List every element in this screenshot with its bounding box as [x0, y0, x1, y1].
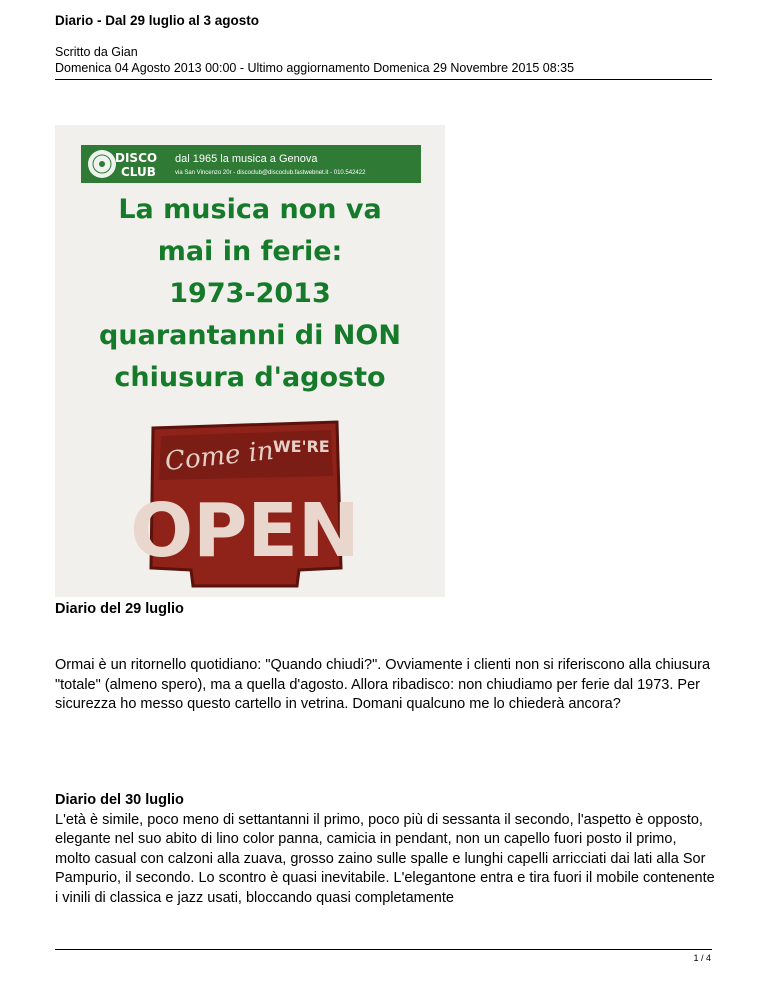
poster-image	[55, 125, 445, 597]
headline-line: chiusura d'agosto	[114, 362, 386, 393]
disco-club-banner	[81, 145, 421, 183]
logo-word-disco: DISCO	[115, 151, 158, 165]
section-paragraph: Ormai è un ritornello quotidiano: "Quando chiudi?". Ovviamente i clienti non si riferiscono alla chiusura "totale" (almeno spero), ma a quella d'agosto. Allora ribadisco: non chiudiamo per ferie dal 1973. Per sicurezza ho messo questo cartello in vetrina. Domani qualcuno me lo chiederà ancora?	[55, 657, 711, 712]
author-line: Scritto da Gian	[55, 45, 138, 59]
headline-line: quarantanni di NON	[99, 320, 401, 351]
disco-club-logo	[87, 148, 167, 180]
banner-tagline: dal 1965 la musica a Genova	[175, 153, 318, 165]
sign-script-text: Come in	[163, 435, 276, 478]
section-title: Diario del 30 luglio	[55, 792, 184, 808]
document-title: Diario - Dal 29 luglio al 3 agosto	[55, 13, 260, 28]
header-divider	[55, 79, 712, 80]
headline-line: 1973-2013	[169, 278, 331, 309]
sign-open-text: OPEN	[130, 488, 360, 574]
section-29-luglio	[55, 600, 715, 620]
page-number: 1 / 4	[693, 953, 711, 963]
section-paragraph: L'età è simile, poco meno di settantanni il primo, poco più di sessanta il secondo, l'aspetto è opposto, elegante nel suo abito di lino color panna, camicia in pendant, non un capello fuori posto il primo, molto casual con calzoni alla zuava, grosso zaino sulle spalle e lunghi capelli arricciati dai lati alla Sor Pampurio, il secondo. Lo scontro è quasi inevitabile. L'elegantone entra e tira fuori il mobile contenente i vinili di classica e jazz usati, bloccando quasi completamente	[55, 811, 715, 906]
poster-headline	[55, 189, 445, 399]
section-title: Diario del 29 luglio	[55, 601, 184, 617]
logo-word-club: CLUB	[121, 165, 156, 179]
section-30-luglio	[55, 791, 715, 908]
banner-address: via San Vincenzo 20r - discoclub@discoclub.fastwebnet.it - 010.542422	[175, 170, 366, 176]
headline-line: La musica non va	[118, 194, 382, 225]
headline-line: mai in ferie:	[157, 236, 343, 267]
dates-line: Domenica 04 Agosto 2013 00:00 - Ultimo aggiornamento Domenica 29 Novembre 2015 08:35	[55, 61, 575, 75]
open-sign-image	[130, 418, 360, 588]
section-29-luglio-body	[55, 656, 715, 715]
sign-were-text: WE'RE	[273, 437, 330, 456]
article-meta	[55, 44, 574, 76]
footer-divider	[55, 949, 712, 950]
